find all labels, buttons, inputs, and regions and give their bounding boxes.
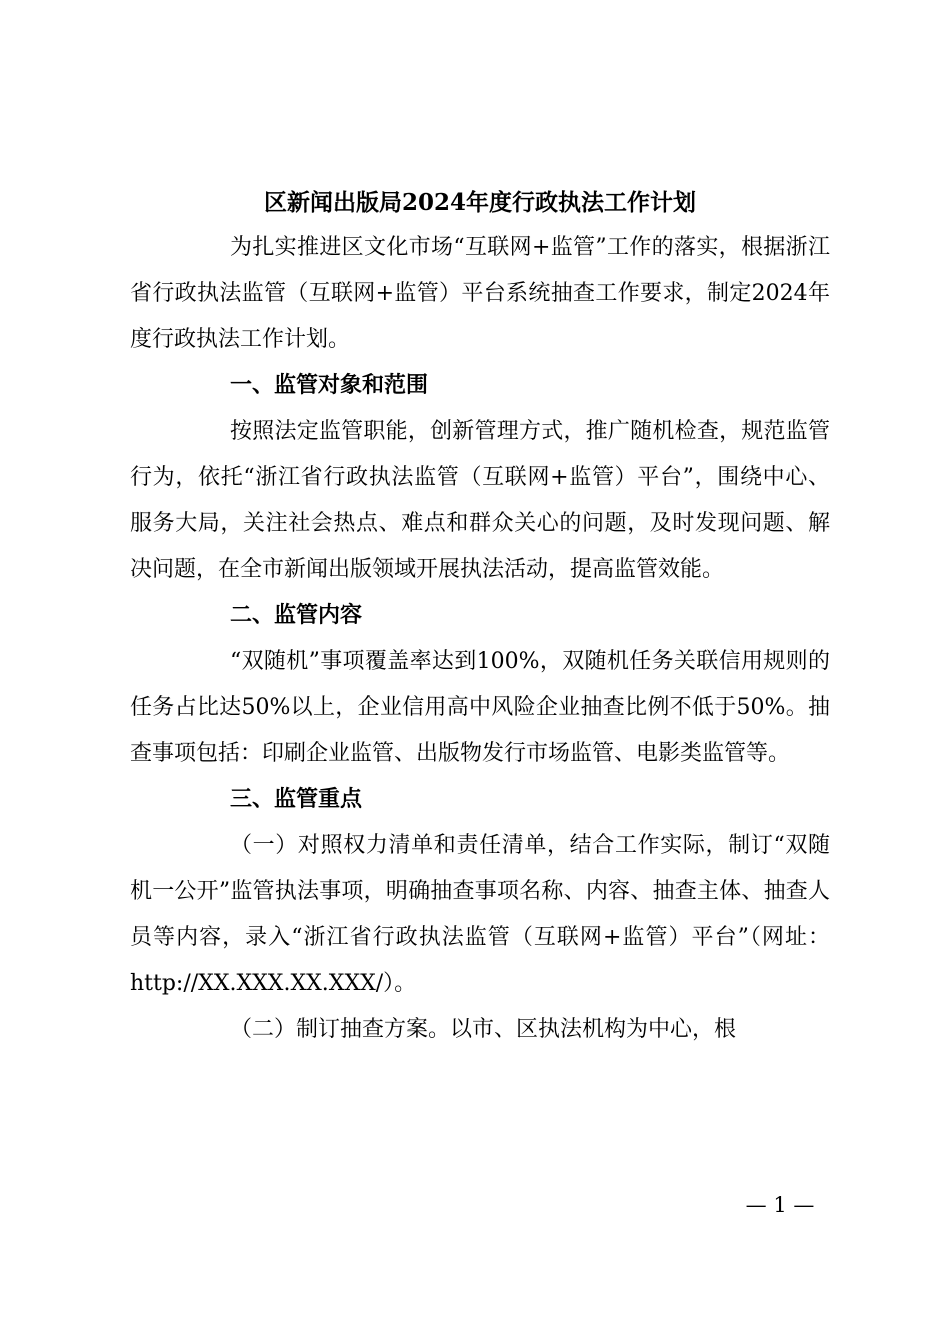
intro-paragraph: 为扎实推进区文化市场“互联网+监管”工作的落实，根据浙江省行政执法监管（互联网+监管）平台系统抽查工作要求，制定2024年度行政执法工作计划。 <box>130 235 830 352</box>
section-heading-scope: 一、监管对象和范围 <box>230 373 429 398</box>
section-heading-focus: 三、监管重点 <box>230 787 363 812</box>
section-heading-content: 二、监管内容 <box>230 603 363 628</box>
focus-item-2: （二）制订抽查方案。以市、区执法机构为中心，根 <box>230 1017 737 1042</box>
section-paragraph-scope: 按照法定监管职能，创新管理方式，推广随机检查，规范监管行为，依托“浙江省行政执法监管（互联网+监管）平台”，围绕中心、服务大局，关注社会热点、难点和群众关心的问题，及时发现问题、解决问题，在全市新闻出版领域开展执法活动，提高监管效能。 <box>130 419 830 582</box>
document-title: 区新闻出版局2024年度行政执法工作计划 <box>263 189 696 216</box>
page-number: — 1 — <box>745 1193 815 1217</box>
document-body <box>130 225 830 1053</box>
focus-item-1: （一）对照权力清单和责任清单，结合工作实际，制订“双随机一公开”监管执法事项，明确抽查事项名称、内容、抽查主体、抽查人员等内容，录入“浙江省行政执法监管（互联网+监管）平台”（网址：http://XX.XXX.XX.XXX/）。 <box>130 833 830 996</box>
section-paragraph-content: “双随机”事项覆盖率达到100%，双随机任务关联信用规则的任务占比达50%以上，企业信用高中风险企业抽查比例不低于50%。抽查事项包括：印刷企业监管、出版物发行市场监管、电影类监管等。 <box>130 649 830 766</box>
